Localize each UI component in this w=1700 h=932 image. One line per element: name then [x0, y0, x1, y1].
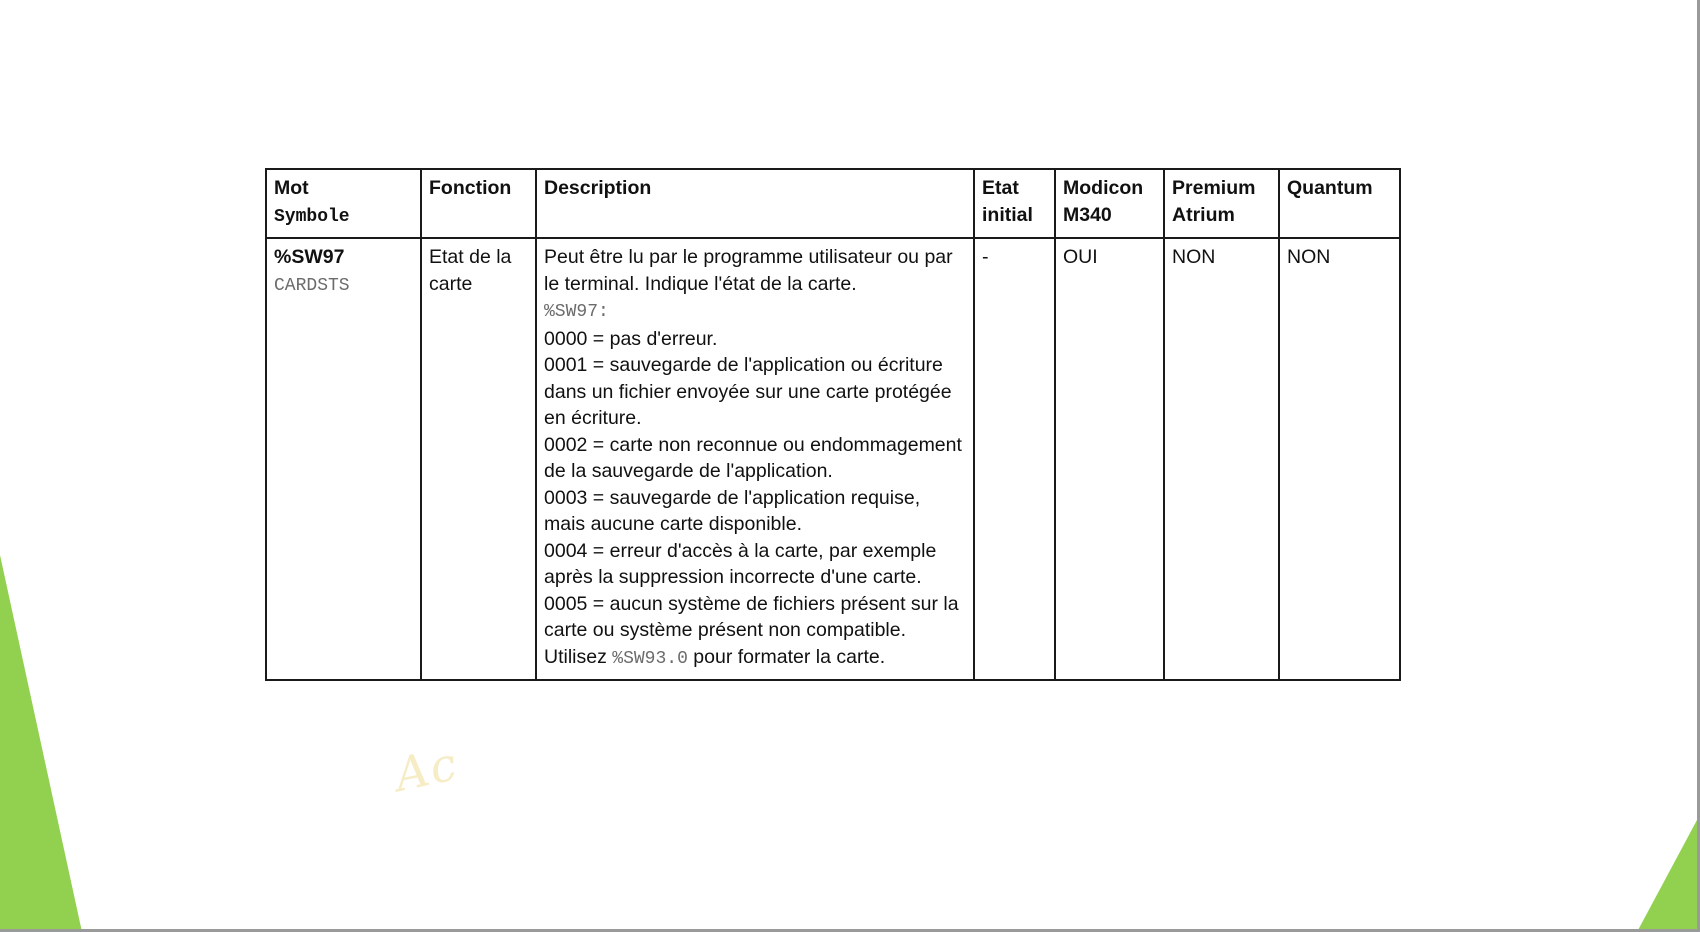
header-modicon-line2: M340	[1063, 203, 1112, 226]
cell-modicon-m340-value: OUI	[1063, 246, 1098, 268]
cell-fonction-line2: carte	[429, 272, 473, 295]
header-modicon-m340	[1055, 169, 1164, 238]
cell-etat-initial	[974, 238, 1055, 680]
green-triangle-decoration-right	[1637, 820, 1697, 932]
header-mot: Mot	[274, 177, 309, 199]
description-code-0004: 0004 = erreur d'accès à la carte, par exemple après la suppression incorrecte d'une carte.	[544, 539, 937, 588]
cell-mot: %SW97	[274, 246, 345, 268]
cell-description	[536, 238, 974, 680]
cell-quantum-value: NON	[1287, 246, 1331, 268]
description-code-suffix: :	[598, 302, 609, 322]
table-header-row	[266, 169, 1400, 238]
header-quantum	[1279, 169, 1400, 238]
description-code-0001: 0001 = sauvegarde de l'application ou écriture dans un fichier envoyée sur une carte protégée en écriture.	[544, 354, 952, 429]
cell-premium-atrium-value: NON	[1172, 246, 1216, 268]
description-code-0000: 0000 = pas d'erreur.	[544, 327, 718, 350]
description-code-label: %SW97	[544, 302, 599, 322]
header-etat-initial	[974, 169, 1055, 238]
header-symbole: Symbole	[274, 206, 350, 227]
description-code-0005	[544, 591, 966, 673]
description-intro: Peut être lu par le programme utilisateur ou par le terminal. Indique l'état de la carte.	[544, 246, 953, 295]
cell-premium-atrium	[1164, 238, 1279, 680]
description-code-0002: 0002 = carte non reconnue ou endommagement de la sauvegarde de l'application.	[544, 433, 962, 482]
header-quantum-label: Quantum	[1287, 177, 1373, 199]
header-premium-line2: Atrium	[1172, 203, 1235, 226]
green-triangle-decoration-left	[0, 555, 85, 932]
cell-fonction-line1: Etat de la	[429, 246, 512, 268]
system-word-table	[265, 168, 1401, 681]
cell-quantum	[1279, 238, 1400, 680]
header-premium-line1: Premium	[1172, 177, 1256, 199]
header-fonction	[421, 169, 536, 238]
header-description	[536, 169, 974, 238]
cell-mot-symbole	[266, 238, 421, 680]
description-code-0005-suffix: pour formater la carte.	[687, 645, 886, 668]
description-code-label-line	[544, 297, 966, 326]
header-premium-atrium	[1164, 169, 1279, 238]
cell-modicon-m340	[1055, 238, 1164, 680]
header-modicon-line1: Modicon	[1063, 177, 1144, 199]
header-description-label: Description	[544, 177, 652, 199]
description-code-0005-ref: %SW93.0	[612, 648, 688, 669]
cell-symbole: CARDSTS	[274, 275, 350, 296]
faint-watermark: Ac	[390, 736, 463, 802]
header-fonction-label: Fonction	[429, 177, 512, 199]
table-row	[266, 238, 1400, 680]
header-etat-line2: initial	[982, 203, 1033, 226]
cell-etat-initial-value: -	[982, 246, 989, 268]
header-etat-line1: Etat	[982, 177, 1019, 199]
description-code-0003: 0003 = sauvegarde de l'application requise, mais aucune carte disponible.	[544, 486, 921, 535]
cell-fonction	[421, 238, 536, 680]
header-mot-symbole	[266, 169, 421, 238]
description-code-0005-prefix: 0005 = aucun système de fichiers présent sur la carte ou système présent non compatible. Utilisez	[544, 592, 959, 668]
